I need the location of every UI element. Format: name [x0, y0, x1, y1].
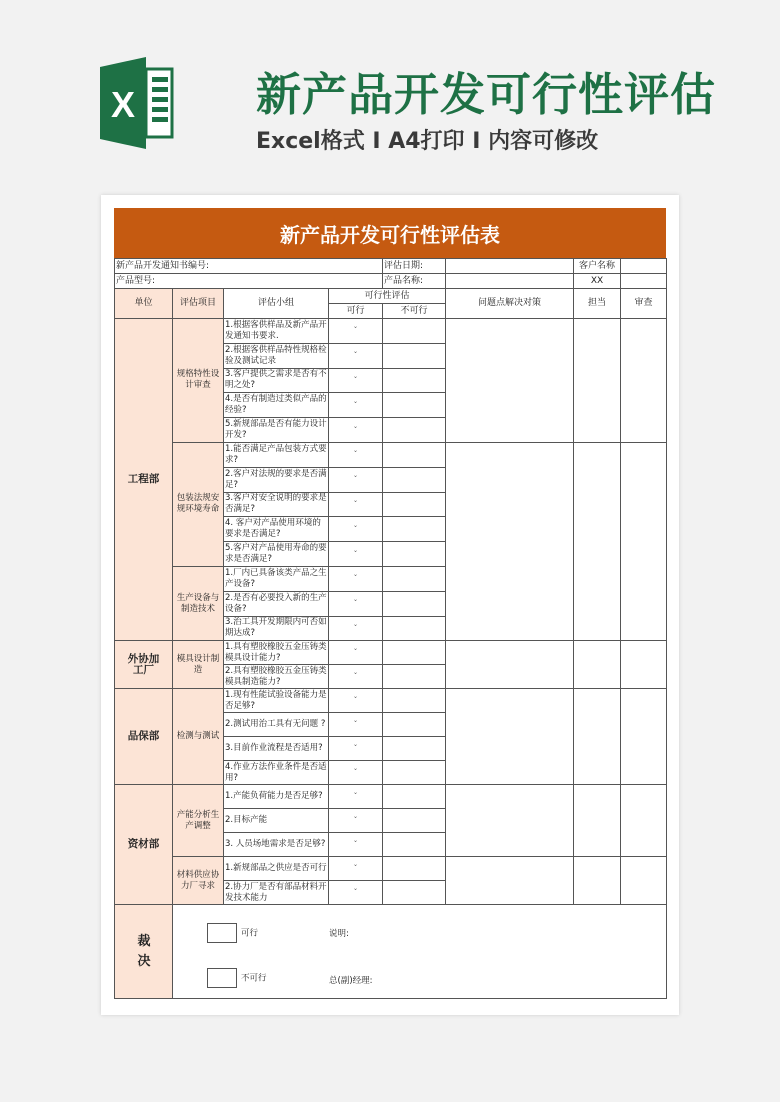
header-item: 评估项目: [173, 289, 224, 319]
evaluation-question: 3.治工具开发期限内可否如期达成?: [224, 616, 329, 641]
solution-cell[interactable]: [446, 689, 574, 785]
feasible-dropdown[interactable]: ˇ: [329, 319, 383, 344]
product-model-field[interactable]: 产品型号:: [115, 274, 383, 289]
evaluation-question: 5.客户对产品使用寿命的要求是否满足?: [224, 542, 329, 567]
evaluation-question: 1.具有塑胶橡胶五金压铸类模具设计能力?: [225, 641, 327, 663]
owner-cell[interactable]: [574, 689, 621, 785]
eval-date-label: 评估日期:: [383, 259, 446, 274]
customer-name-label: 客户名称: [574, 259, 621, 274]
infeasible-cell[interactable]: [383, 713, 446, 737]
evaluation-question: 2.测试用治工具有无问题 ?: [224, 713, 329, 737]
banner-subtitle: Excel格式 I A4打印 I 内容可修改: [256, 129, 599, 154]
feasible-dropdown[interactable]: ˇ: [329, 689, 383, 713]
infeasible-cell[interactable]: [383, 665, 446, 689]
infeasible-cell[interactable]: [383, 857, 446, 881]
evaluation-question: 1.根据客供样品及新产品开发通知书要求.: [224, 319, 329, 344]
header-owner: 担当: [574, 289, 621, 319]
review-cell[interactable]: [621, 641, 667, 689]
department-cell: 资材部: [115, 785, 173, 905]
department-cell: 外协加工厂: [115, 641, 173, 689]
infeasible-cell[interactable]: [383, 542, 446, 567]
header-review: 审查: [621, 289, 667, 319]
feasible-dropdown[interactable]: ˇ: [329, 566, 383, 591]
evaluation-item-cell: 检测与测试: [173, 689, 224, 785]
infeasible-cell[interactable]: [383, 833, 446, 857]
feasible-dropdown[interactable]: ˇ: [329, 761, 383, 785]
excel-logo-icon: [100, 57, 174, 149]
infeasible-cell[interactable]: [383, 785, 446, 809]
evaluation-question: 4.是否有制造过类似产品的经验?: [224, 393, 329, 418]
header-solution: 问题点解决对策: [446, 289, 574, 319]
feasible-dropdown[interactable]: ˇ: [329, 542, 383, 567]
manager-label: 总(副)经理:: [329, 976, 373, 987]
blank-cell: [621, 274, 667, 289]
infeasible-cell[interactable]: [383, 881, 446, 905]
evaluation-question: 3.目前作业流程是否适用?: [224, 737, 329, 761]
verdict-area: [173, 905, 667, 999]
evaluation-question: 5.新规部品是否有能力设计开发?: [224, 418, 329, 443]
feasible-dropdown[interactable]: ˇ: [329, 833, 383, 857]
solution-cell[interactable]: [446, 641, 574, 689]
infeasible-cell[interactable]: [383, 616, 446, 641]
feasible-dropdown[interactable]: ˇ: [329, 713, 383, 737]
feasible-dropdown[interactable]: ˇ: [329, 467, 383, 492]
infeasible-cell[interactable]: [383, 418, 446, 443]
review-cell[interactable]: [621, 785, 667, 857]
owner-cell[interactable]: [574, 641, 621, 689]
feasible-dropdown[interactable]: ˇ: [329, 857, 383, 881]
infeasible-cell[interactable]: [383, 319, 446, 344]
evaluation-question: 2.是否有必要投入新的生产设备?: [224, 591, 329, 616]
solution-cell[interactable]: [446, 319, 574, 443]
header-unit: 单位: [115, 289, 173, 319]
review-cell[interactable]: [621, 857, 667, 905]
feasible-dropdown[interactable]: ˇ: [329, 492, 383, 517]
header-feasibility: 可行性评估: [329, 289, 446, 304]
infeasible-cell[interactable]: [383, 809, 446, 833]
infeasible-cell[interactable]: [383, 761, 446, 785]
table-row: [115, 442, 667, 467]
evaluation-table: [114, 258, 667, 999]
product-name-label: 产品名称:: [383, 274, 446, 289]
evaluation-item-cell: 模具设计制造: [173, 641, 224, 689]
feasible-checkbox[interactable]: [207, 923, 237, 943]
evaluation-question: 2.根据客供样品特性规格检验及测试记录: [224, 343, 329, 368]
table-row: [115, 319, 667, 344]
infeasible-cell[interactable]: [383, 641, 446, 665]
owner-cell[interactable]: [574, 857, 621, 905]
feasible-dropdown[interactable]: ˇ: [329, 343, 383, 368]
infeasible-cell[interactable]: [383, 737, 446, 761]
owner-cell[interactable]: [574, 442, 621, 640]
infeasible-cell[interactable]: [383, 591, 446, 616]
table-row: [115, 689, 667, 713]
infeasible-cell[interactable]: [383, 492, 446, 517]
evaluation-question: 2.具有塑胶橡胶五金压铸类模具制造能力?: [225, 665, 327, 687]
verdict-label: 裁决: [115, 905, 173, 999]
svg-text:X: X: [110, 84, 136, 125]
feasible-option-label: 可行: [241, 928, 259, 939]
evaluation-sheet: [114, 208, 666, 999]
infeasible-cell[interactable]: [383, 566, 446, 591]
review-cell[interactable]: [621, 689, 667, 785]
evaluation-question: 2.目标产能: [224, 809, 329, 833]
infeasible-cell[interactable]: [383, 517, 446, 542]
solution-cell[interactable]: [446, 785, 574, 857]
solution-cell[interactable]: [446, 857, 574, 905]
evaluation-question: 1.产能负荷能力是否足够?: [224, 785, 329, 809]
infeasible-cell[interactable]: [383, 442, 446, 467]
evaluation-item-cell: 产能分析生产调整: [173, 785, 224, 857]
infeasible-checkbox[interactable]: [207, 968, 237, 988]
eval-date-value[interactable]: [446, 259, 574, 274]
evaluation-item-cell: 生产设备与制造技术: [173, 566, 224, 640]
product-name-value[interactable]: [446, 274, 574, 289]
header-feasible: 可行: [329, 304, 383, 319]
feasible-dropdown[interactable]: ˇ: [329, 368, 383, 393]
feasible-dropdown[interactable]: ˇ: [329, 418, 383, 443]
feasible-dropdown[interactable]: ˇ: [329, 809, 383, 833]
table-row: [115, 785, 667, 809]
feasible-dropdown[interactable]: ˇ: [329, 665, 383, 689]
evaluation-question: 1.能否满足产品包装方式要求?: [224, 442, 329, 467]
infeasible-cell[interactable]: [383, 393, 446, 418]
feasible-dropdown[interactable]: ˇ: [329, 616, 383, 641]
feasible-dropdown[interactable]: ˇ: [329, 442, 383, 467]
department-cell: 工程部: [115, 319, 173, 641]
feasible-dropdown[interactable]: ˇ: [329, 393, 383, 418]
evaluation-question: 3.客户对安全说明的要求是否满足?: [224, 492, 329, 517]
feasible-dropdown[interactable]: ˇ: [329, 591, 383, 616]
header-group: 评估小组: [224, 289, 329, 319]
table-row: [115, 857, 667, 881]
feasible-dropdown[interactable]: ˇ: [329, 785, 383, 809]
review-cell[interactable]: [621, 319, 667, 443]
evaluation-question: 1.新规部品之供应是否可行: [224, 857, 329, 881]
evaluation-item-cell: 包装法规安规环境寿命: [173, 442, 224, 566]
infeasible-cell[interactable]: [383, 467, 446, 492]
evaluation-question: 2.协力厂是否有部品材料开发技术能力: [225, 881, 327, 903]
notice-number-field[interactable]: 新产品开发通知书编号:: [115, 259, 383, 274]
customer-name-value[interactable]: XX: [574, 274, 621, 289]
owner-cell[interactable]: [574, 785, 621, 857]
department-cell: 品保部: [115, 689, 173, 785]
evaluation-question: 1.现有性能试验设备能力是否足够?: [225, 689, 327, 711]
feasible-dropdown[interactable]: ˇ: [329, 641, 383, 665]
infeasible-cell[interactable]: [383, 689, 446, 713]
owner-cell[interactable]: [574, 319, 621, 443]
customer-name-extra[interactable]: [621, 259, 667, 274]
evaluation-question: 4. 客户对产品使用环境的要求是否满足?: [224, 517, 329, 542]
infeasible-cell[interactable]: [383, 368, 446, 393]
solution-cell[interactable]: [446, 442, 574, 640]
banner-title: 新产品开发可行性评估: [256, 68, 717, 121]
evaluation-question: 1.厂内已具备该类产品之生产设备?: [224, 566, 329, 591]
infeasible-option-label: 不可行: [241, 973, 267, 984]
note-label: 说明:: [329, 929, 349, 940]
infeasible-cell[interactable]: [383, 343, 446, 368]
evaluation-item-cell: 材料供应协力厂寻求: [173, 857, 224, 905]
feasible-dropdown[interactable]: ˇ: [329, 737, 383, 761]
evaluation-item-cell: 规格特性设计审查: [173, 319, 224, 443]
review-cell[interactable]: [621, 442, 667, 640]
feasible-dropdown[interactable]: ˇ: [329, 881, 383, 905]
feasible-dropdown[interactable]: ˇ: [329, 517, 383, 542]
header-infeasible: 不可行: [383, 304, 446, 319]
evaluation-question: 4.作业方法作业条件是否适用?: [225, 761, 327, 783]
evaluation-question: 3.客户提供之需求是否有不明之处?: [224, 368, 329, 393]
table-row: [115, 641, 667, 665]
evaluation-question: 3. 人员场地需求是否足够?: [224, 833, 329, 857]
evaluation-question: 2.客户对法规的要求是否满足?: [224, 467, 329, 492]
sheet-title: 新产品开发可行性评估表: [114, 208, 666, 258]
